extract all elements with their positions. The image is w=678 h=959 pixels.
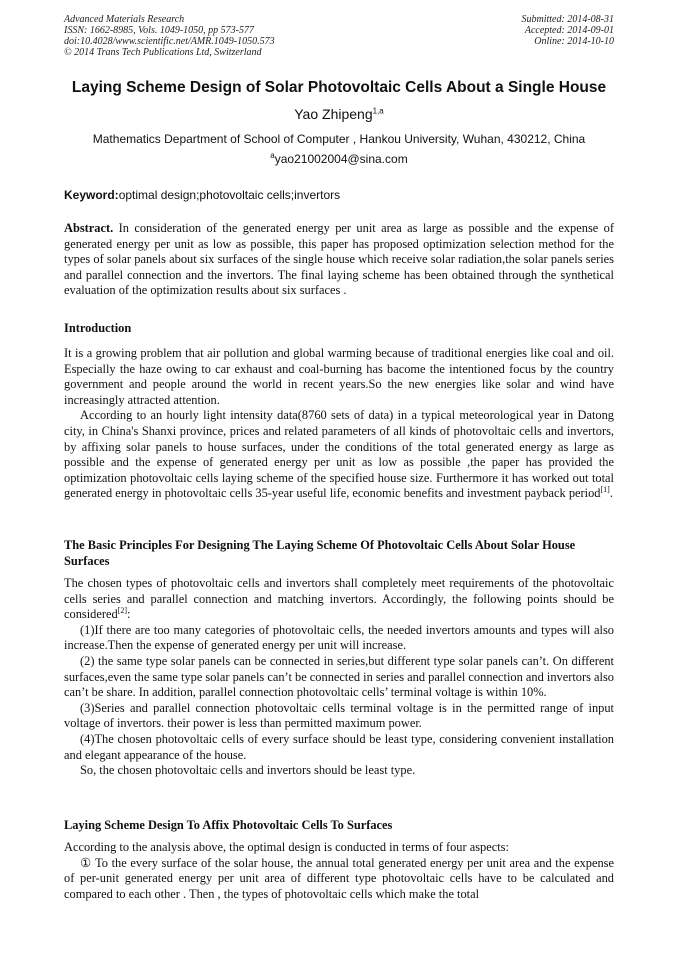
principle-item-1: (1)If there are too many categories of photovoltaic cells, the needed invertors amounts and types will also increase.Then the expense of generated energy per unit will increase.: [64, 622, 614, 653]
intro-paragraph-2-text: According to an hourly light intensity data(8760 sets of data) in a typical meteorological year in Datong city, in China's Shanxi province, prices and related parameters of all kinds of photovoltaic cells and invertors, by affixing solar panels to house surfaces, under the conditions of the total generated energy as large as possible and the expense of generated energy per unit as low as possible ,the paper has provided the optimization photovoltaic cells laying scheme of the specified house size. Furthermore it has worked out total generated energy in photovoltaic cells 35-year useful life, economic benefits and investment payback period: [64, 408, 614, 501]
intro-paragraph-2-end: .: [609, 486, 613, 501]
keyword-text: optimal design;photovoltaic cells;invertors: [118, 188, 341, 202]
abstract-label: Abstract.: [64, 221, 114, 235]
keywords: [64, 188, 614, 202]
email-line: [40, 152, 638, 166]
principle-item-2: (2) the same type solar panels can be connected in series,but different type solar panels can’t. On different surfaces,even the same type solar panels can’t be connected in series and parallel connection and invertors also can’t be share. In addition, parallel connection photovoltaic cells’ terminal voltage is within 10%.: [64, 653, 614, 700]
intro-paragraph-1: It is a growing problem that air pollution and global warming because of traditional energies like coal and oil. Especially the haze owing to car exhaust and coal-burning has bacome the intentioned focus by the country government and people around the world in recent years.So the new energies like solar and wind have increasingly attracted attention.: [64, 346, 614, 407]
journal-doi: doi:10.4028/www.scientific.net/AMR.1049-1050.573: [64, 36, 275, 47]
email-sup: a: [270, 151, 275, 160]
principle-item-3: (3)Series and parallel connection photovoltaic cells terminal voltage is in the permitted range of input voltage of invertors. their power is less than permitted maximum power.: [64, 700, 614, 731]
journal-copyright: © 2014 Trans Tech Publications Ltd, Switzerland: [64, 47, 262, 58]
principle-item-4: (4)The chosen photovoltaic cells of every surface should be least type, considering convenient installation and elegant appearance of the house.: [64, 731, 614, 762]
journal-name: Advanced Materials Research: [64, 14, 185, 25]
journal-issn: ISSN: 1662-8985, Vols. 1049-1050, pp 573-577: [64, 25, 254, 36]
journal-info: [64, 14, 275, 58]
section-heading-introduction: Introduction: [64, 321, 132, 335]
author-name: Yao Zhipeng: [294, 106, 373, 122]
intro-paragraph-2: [64, 408, 614, 502]
citation-2: [2]: [117, 606, 127, 616]
principles-conclusion: So, the chosen photovoltaic cells and invertors should be least type.: [80, 763, 416, 778]
principles-body: [64, 576, 614, 779]
principles-paragraph-1: [64, 576, 614, 623]
keyword-label: Keyword:: [64, 188, 119, 202]
principles-paragraph-1-end: :: [127, 607, 131, 622]
online-date: Online: 2014-10-10: [534, 36, 614, 47]
abstract-text: In consideration of the generated energy per unit area as large as possible and the expense of generated energy per unit as low as possible, this paper has proposed optimization selection method for the types of solar panels about six surfaces of the single house which receive solar radiation,the solar panels series and parallel connection and the invertors. The final laying scheme has been obtained through the synthetical evaluation of the optimization results about six surfaces .: [64, 221, 614, 298]
introduction-body: [64, 346, 614, 502]
principles-paragraph-1-text: The chosen types of photovoltaic cells and invertors shall completely meet requirements of the photovoltaic cells series and parallel connection and matching invertors. Accordingly, the following points should be considered: [64, 576, 614, 622]
section-heading-design: Laying Scheme Design To Affix Photovoltaic Cells To Surfaces: [64, 818, 393, 832]
abstract: [64, 221, 614, 299]
accepted-date: Accepted: 2014-09-01: [524, 25, 614, 36]
paper-title: Laying Scheme Design of Solar Photovoltaic Cells About a Single House: [71, 79, 607, 96]
citation-1: [1]: [600, 485, 610, 495]
submitted-date: Submitted: 2014-08-31: [521, 14, 614, 25]
design-paragraph-2: ① To the every surface of the solar house, the annual total generated energy per unit area and the expense of per-unit generated energy per unit area of different type photovoltaic cells have to be calculated and compared to each other . Then , the types of photovoltaic cells which make the total: [64, 855, 614, 901]
author-line: [40, 106, 638, 122]
design-body: [64, 840, 614, 902]
author-sup: 1,a: [372, 106, 384, 116]
email-address: yao21002004@sina.com: [274, 152, 408, 166]
affiliation: Mathematics Department of School of Computer , Hankou University, Wuhan, 430212, China: [92, 132, 586, 146]
design-paragraph-1: According to the analysis above, the optimal design is conducted in terms of four aspects:: [64, 840, 509, 854]
publication-dates: [522, 14, 615, 47]
section-heading-principles: The Basic Principles For Designing The Laying Scheme Of Photovoltaic Cells About Solar House Surfaces: [64, 538, 576, 568]
